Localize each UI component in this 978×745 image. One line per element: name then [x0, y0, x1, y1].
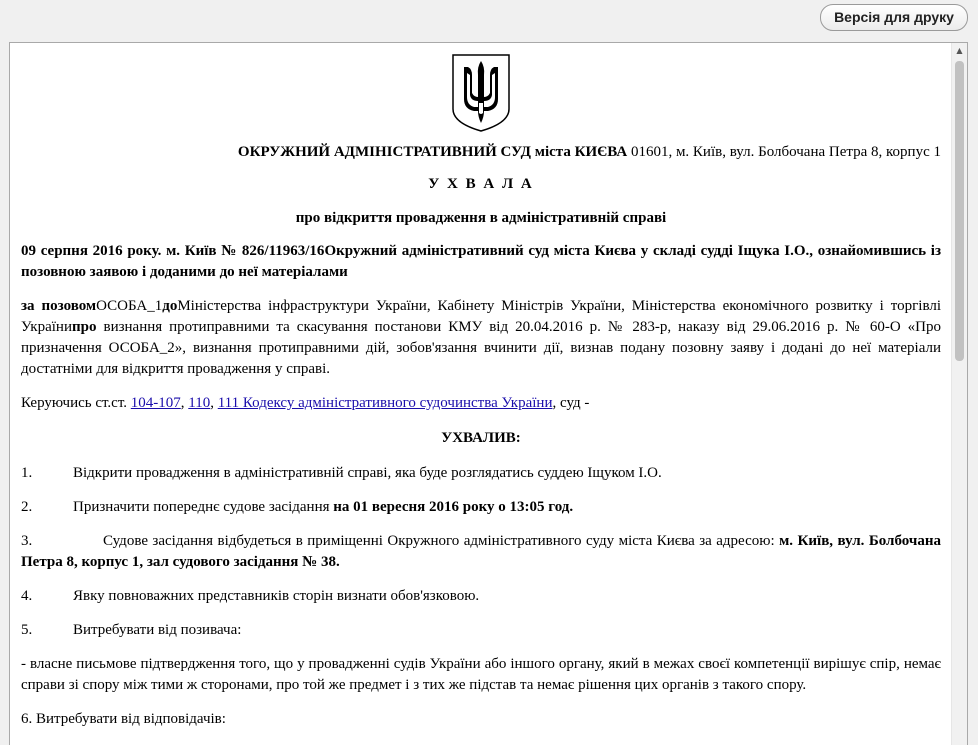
item-text: Судове засідання відбудеться в приміщенні Окружного адміністративного суду міста Києва за адресою: — [103, 533, 780, 549]
vertical-scrollbar[interactable] — [951, 43, 967, 745]
list-item-2 — [21, 497, 941, 518]
separator: , — [180, 395, 189, 411]
scrollbar-thumb[interactable] — [955, 61, 964, 361]
item-text: Витребувати від позивача: — [73, 622, 242, 638]
list-item-4 — [21, 586, 941, 607]
claim-label: за позовом — [21, 298, 97, 314]
claim-to: до — [162, 298, 178, 314]
link-articles-104-107[interactable]: 104-107 — [130, 395, 181, 411]
claim-defendants: Міністерства інфраструктури України, Кабінету Міністрів України, Міністерства економічного розвитку і торгівлі України — [21, 298, 941, 335]
item-number: 4. — [21, 588, 33, 604]
list-item-3 — [21, 531, 941, 573]
guided-suffix: , суд - — [552, 395, 590, 411]
intro-text: Окружний адміністративний суд міста Києва у складі судді Іщука І.О., ознайомившись із позовною заявою і доданими до неї матеріалами — [21, 243, 942, 280]
item-detail-text: - власне письмове підтвердження того, що у провадженні судів України або іншого органу, який в межах своєї компетенції вирішує спір, немає справи зі спору між тими ж сторонами, про той же предмет і з тих же підстав та немає рішення цих органів з такого спору. — [21, 656, 941, 693]
item-text: Відкрити провадження в адміністративній справі, яка буде розглядатись суддею Іщуком І.О. — [73, 465, 662, 481]
intro-paragraph: 09 серпня 2016 року. м. Київ № 826/11963/16Окружний адміністративний суд міста Києва у складі судді Іщука І.О., ознайомившись із позовною заявою і доданими до неї матеріалами — [21, 243, 942, 280]
item-number: 5. — [21, 622, 33, 638]
item-text: Призначити попереднє судове засідання — [73, 499, 334, 515]
item-number: 2. — [21, 499, 33, 515]
scroll-up-arrow-icon[interactable]: ▲ — [956, 46, 963, 55]
document-frame — [9, 42, 968, 745]
list-item-5-detail — [21, 654, 941, 696]
guided-paragraph — [21, 393, 941, 414]
item-text: Явку повноважних представників сторін визнати обов'язковою. — [73, 588, 480, 604]
intro-case-number: м. Київ № 826/11963/16 — [166, 243, 325, 259]
list-item-6 — [21, 709, 941, 730]
document-subtitle — [21, 208, 941, 229]
hearing-date: на 01 вересня 2016 року о 13:05 год. — [333, 499, 574, 515]
resolved-heading-text: УХВАЛИВ: — [441, 430, 521, 446]
court-name: ОКРУЖНИЙ АДМІНІСТРАТИВНИЙ СУД міста КИЄВА — [237, 144, 628, 160]
list-item-1 — [21, 463, 941, 484]
court-address: 01601, м. Київ, вул. Болбочана Петра 8, корпус 1 — [627, 144, 941, 160]
resolved-heading — [21, 428, 941, 449]
print-version-button[interactable]: Версія для друку — [820, 4, 968, 31]
court-header — [21, 142, 941, 163]
hearing-address: м. Київ, вул. Болбочана Петра 8, корпус 1, зал судового засідання № 38. — [21, 533, 941, 570]
guided-prefix: Керуючись ст.ст. — [21, 395, 131, 411]
document-title-text: У Х В А Л А — [428, 176, 534, 192]
document-body — [21, 43, 941, 730]
coat-of-arms-icon — [450, 53, 512, 133]
link-article-111-code[interactable]: 111 Кодексу адміністративного судочинства України — [217, 395, 553, 411]
link-article-110[interactable]: 110 — [188, 395, 211, 411]
item-number: 1. — [21, 465, 33, 481]
document-title — [21, 174, 941, 195]
claim-rest: визнання протиправними та скасування постанови КМУ від 20.04.2016 р. № 283-р, наказу від 29.06.2016 р. № 60-О «Про призначення ОСОБА_2», визнання протиправними дій, зобов'язання вчинити дії, визнав подану позовну заяву і додані до неї матеріали достатніми для відкриття провадження у справі. — [21, 319, 941, 377]
list-item-5 — [21, 620, 941, 641]
item-number: 3. — [21, 533, 33, 549]
item-text: 6. Витребувати від відповідачів: — [21, 711, 226, 727]
document-subtitle-text: про відкриття провадження в адміністративній справі — [295, 210, 667, 226]
claim-about: про — [71, 319, 97, 335]
intro-date: 09 серпня 2016 року — [21, 243, 158, 259]
claim-paragraph — [21, 296, 941, 380]
separator: , — [210, 395, 218, 411]
claim-person: ОСОБА_1 — [96, 298, 163, 314]
